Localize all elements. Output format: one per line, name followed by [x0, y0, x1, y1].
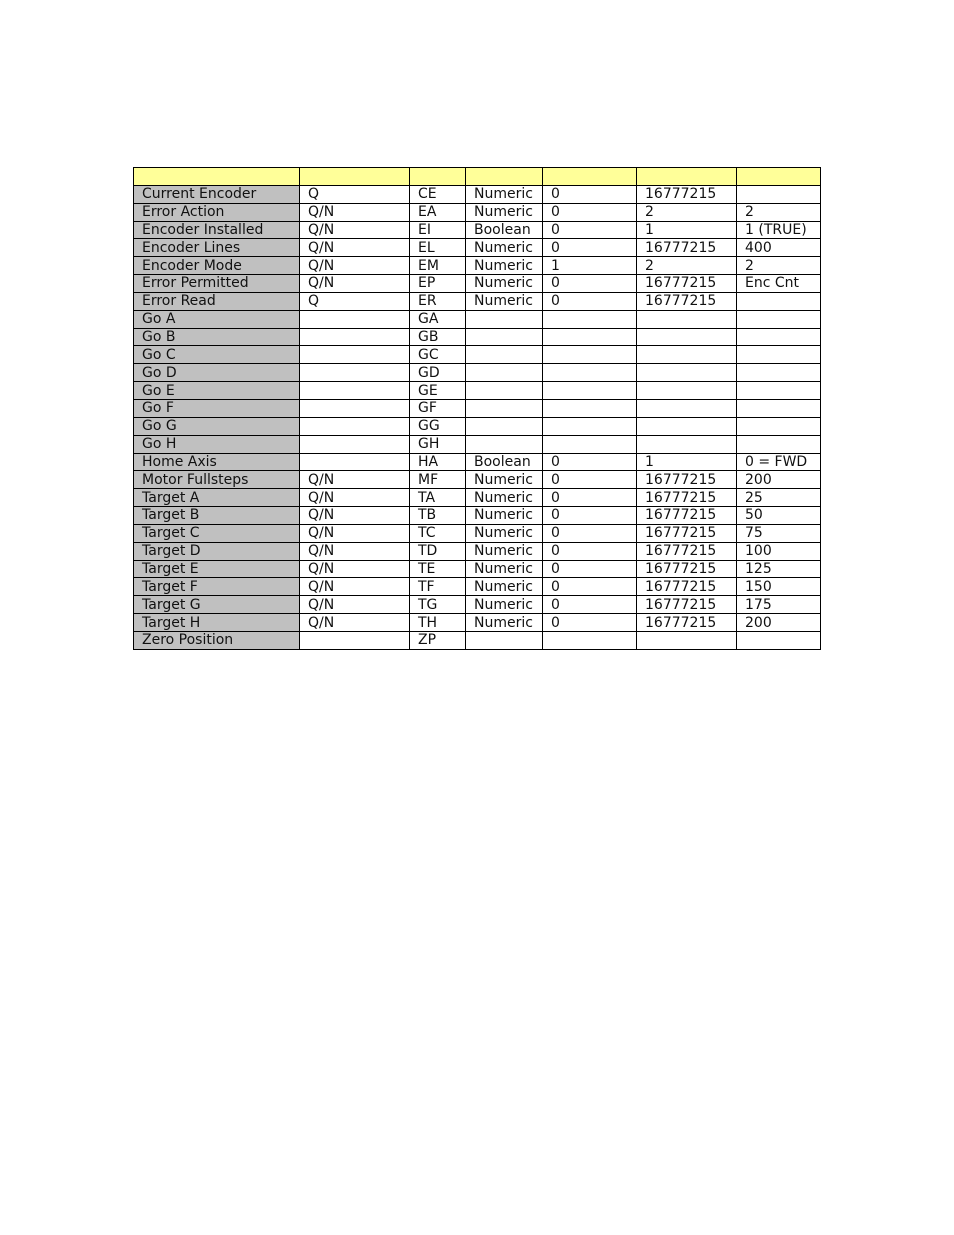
- type-cell: [466, 310, 543, 328]
- code-cell: TB: [410, 507, 466, 525]
- max-cell: [637, 399, 737, 417]
- default-cell: 75: [737, 524, 821, 542]
- header-cell-code: [410, 168, 466, 186]
- access-cell: Q/N: [300, 221, 410, 239]
- default-cell: [737, 328, 821, 346]
- code-cell: GG: [410, 417, 466, 435]
- max-cell: 1: [637, 453, 737, 471]
- header-cell-min: [543, 168, 637, 186]
- access-cell: Q: [300, 185, 410, 203]
- min-cell: [543, 328, 637, 346]
- access-cell: [300, 346, 410, 364]
- code-cell: EA: [410, 203, 466, 221]
- code-cell: GE: [410, 382, 466, 400]
- min-cell: 0: [543, 542, 637, 560]
- table-row: [134, 364, 821, 382]
- type-cell: Boolean: [466, 453, 543, 471]
- default-cell: 50: [737, 507, 821, 525]
- default-cell: 400: [737, 239, 821, 257]
- code-cell: TF: [410, 578, 466, 596]
- default-cell: 100: [737, 542, 821, 560]
- max-cell: 16777215: [637, 275, 737, 293]
- table-row: [134, 435, 821, 453]
- max-cell: [637, 631, 737, 649]
- code-cell: EL: [410, 239, 466, 257]
- code-cell: EP: [410, 275, 466, 293]
- max-cell: [637, 328, 737, 346]
- table-row: [134, 328, 821, 346]
- max-cell: 16777215: [637, 578, 737, 596]
- min-cell: 0: [543, 596, 637, 614]
- max-cell: 16777215: [637, 524, 737, 542]
- access-cell: [300, 453, 410, 471]
- access-cell: [300, 631, 410, 649]
- type-cell: Boolean: [466, 221, 543, 239]
- command-name-cell: Target G: [134, 596, 300, 614]
- table-row: [134, 203, 821, 221]
- code-cell: GA: [410, 310, 466, 328]
- table-row: [134, 542, 821, 560]
- table-row: [134, 417, 821, 435]
- code-cell: TA: [410, 489, 466, 507]
- code-cell: TC: [410, 524, 466, 542]
- code-cell: GB: [410, 328, 466, 346]
- command-name-cell: Current Encoder: [134, 185, 300, 203]
- table-header-row: [134, 168, 821, 186]
- access-cell: [300, 364, 410, 382]
- default-cell: 150: [737, 578, 821, 596]
- access-cell: Q/N: [300, 524, 410, 542]
- access-cell: Q/N: [300, 507, 410, 525]
- table-body: [134, 168, 821, 650]
- type-cell: Numeric: [466, 292, 543, 310]
- max-cell: 16777215: [637, 292, 737, 310]
- min-cell: 0: [543, 221, 637, 239]
- min-cell: [543, 417, 637, 435]
- access-cell: Q/N: [300, 614, 410, 632]
- default-cell: 125: [737, 560, 821, 578]
- access-cell: Q/N: [300, 257, 410, 275]
- command-name-cell: Target F: [134, 578, 300, 596]
- type-cell: Numeric: [466, 596, 543, 614]
- command-name-cell: Go D: [134, 364, 300, 382]
- type-cell: [466, 631, 543, 649]
- command-name-cell: Motor Fullsteps: [134, 471, 300, 489]
- command-name-cell: Target D: [134, 542, 300, 560]
- min-cell: 0: [543, 275, 637, 293]
- default-cell: [737, 399, 821, 417]
- max-cell: 16777215: [637, 542, 737, 560]
- min-cell: 0: [543, 453, 637, 471]
- max-cell: [637, 435, 737, 453]
- type-cell: [466, 435, 543, 453]
- type-cell: Numeric: [466, 524, 543, 542]
- code-cell: TD: [410, 542, 466, 560]
- header-cell-access: [300, 168, 410, 186]
- default-cell: [737, 417, 821, 435]
- command-name-cell: Encoder Lines: [134, 239, 300, 257]
- code-cell: EI: [410, 221, 466, 239]
- command-name-cell: Target H: [134, 614, 300, 632]
- code-cell: TG: [410, 596, 466, 614]
- command-name-cell: Target C: [134, 524, 300, 542]
- min-cell: 0: [543, 471, 637, 489]
- access-cell: [300, 417, 410, 435]
- access-cell: Q/N: [300, 203, 410, 221]
- table-row: [134, 221, 821, 239]
- type-cell: Numeric: [466, 507, 543, 525]
- type-cell: Numeric: [466, 614, 543, 632]
- table-row: [134, 560, 821, 578]
- code-cell: GC: [410, 346, 466, 364]
- command-name-cell: Target A: [134, 489, 300, 507]
- max-cell: 16777215: [637, 507, 737, 525]
- type-cell: [466, 364, 543, 382]
- default-cell: [737, 292, 821, 310]
- access-cell: Q/N: [300, 542, 410, 560]
- min-cell: 0: [543, 203, 637, 221]
- min-cell: 0: [543, 507, 637, 525]
- header-cell-command-name: [134, 168, 300, 186]
- max-cell: 16777215: [637, 471, 737, 489]
- min-cell: [543, 346, 637, 364]
- access-cell: Q/N: [300, 489, 410, 507]
- max-cell: [637, 346, 737, 364]
- min-cell: 0: [543, 185, 637, 203]
- type-cell: [466, 382, 543, 400]
- header-cell-max: [637, 168, 737, 186]
- table-row: [134, 596, 821, 614]
- table-row: [134, 631, 821, 649]
- access-cell: [300, 435, 410, 453]
- type-cell: Numeric: [466, 203, 543, 221]
- min-cell: [543, 435, 637, 453]
- min-cell: [543, 310, 637, 328]
- default-cell: [737, 185, 821, 203]
- max-cell: 16777215: [637, 239, 737, 257]
- min-cell: [543, 382, 637, 400]
- table-row: [134, 614, 821, 632]
- command-name-cell: Encoder Installed: [134, 221, 300, 239]
- default-cell: 2: [737, 257, 821, 275]
- table-row: [134, 185, 821, 203]
- min-cell: [543, 364, 637, 382]
- access-cell: [300, 328, 410, 346]
- command-name-cell: Go B: [134, 328, 300, 346]
- code-cell: ZP: [410, 631, 466, 649]
- type-cell: [466, 328, 543, 346]
- max-cell: 16777215: [637, 185, 737, 203]
- min-cell: 0: [543, 239, 637, 257]
- max-cell: [637, 417, 737, 435]
- access-cell: Q/N: [300, 239, 410, 257]
- table-row: [134, 489, 821, 507]
- max-cell: 16777215: [637, 489, 737, 507]
- default-cell: [737, 435, 821, 453]
- default-cell: 0 = FWD: [737, 453, 821, 471]
- default-cell: [737, 310, 821, 328]
- table-row: [134, 257, 821, 275]
- command-name-cell: Error Permitted: [134, 275, 300, 293]
- default-cell: [737, 346, 821, 364]
- access-cell: Q/N: [300, 275, 410, 293]
- max-cell: 2: [637, 257, 737, 275]
- type-cell: Numeric: [466, 578, 543, 596]
- code-cell: EM: [410, 257, 466, 275]
- command-name-cell: Go H: [134, 435, 300, 453]
- default-cell: 2: [737, 203, 821, 221]
- max-cell: 16777215: [637, 596, 737, 614]
- access-cell: [300, 399, 410, 417]
- command-name-cell: Go F: [134, 399, 300, 417]
- min-cell: [543, 631, 637, 649]
- access-cell: Q/N: [300, 578, 410, 596]
- access-cell: Q/N: [300, 471, 410, 489]
- type-cell: Numeric: [466, 489, 543, 507]
- default-cell: [737, 364, 821, 382]
- table-row: [134, 346, 821, 364]
- code-cell: ER: [410, 292, 466, 310]
- max-cell: 16777215: [637, 560, 737, 578]
- min-cell: 1: [543, 257, 637, 275]
- default-cell: Enc Cnt: [737, 275, 821, 293]
- type-cell: Numeric: [466, 542, 543, 560]
- default-cell: [737, 382, 821, 400]
- min-cell: 0: [543, 292, 637, 310]
- default-cell: 25: [737, 489, 821, 507]
- min-cell: 0: [543, 560, 637, 578]
- max-cell: 16777215: [637, 614, 737, 632]
- command-name-cell: Go G: [134, 417, 300, 435]
- table-row: [134, 399, 821, 417]
- code-cell: CE: [410, 185, 466, 203]
- min-cell: 0: [543, 524, 637, 542]
- type-cell: Numeric: [466, 560, 543, 578]
- min-cell: 0: [543, 614, 637, 632]
- max-cell: [637, 382, 737, 400]
- max-cell: 1: [637, 221, 737, 239]
- type-cell: [466, 417, 543, 435]
- type-cell: Numeric: [466, 257, 543, 275]
- command-name-cell: Target B: [134, 507, 300, 525]
- header-cell-default: [737, 168, 821, 186]
- min-cell: [543, 399, 637, 417]
- code-cell: GD: [410, 364, 466, 382]
- table-row: [134, 239, 821, 257]
- code-cell: MF: [410, 471, 466, 489]
- command-name-cell: Home Axis: [134, 453, 300, 471]
- default-cell: 200: [737, 614, 821, 632]
- command-name-cell: Encoder Mode: [134, 257, 300, 275]
- command-name-cell: Go A: [134, 310, 300, 328]
- max-cell: [637, 364, 737, 382]
- command-name-cell: Go C: [134, 346, 300, 364]
- command-name-cell: Target E: [134, 560, 300, 578]
- access-cell: Q/N: [300, 596, 410, 614]
- code-cell: GH: [410, 435, 466, 453]
- type-cell: Numeric: [466, 275, 543, 293]
- type-cell: [466, 346, 543, 364]
- table-row: [134, 453, 821, 471]
- header-cell-type: [466, 168, 543, 186]
- type-cell: Numeric: [466, 185, 543, 203]
- code-cell: GF: [410, 399, 466, 417]
- command-name-cell: Go E: [134, 382, 300, 400]
- max-cell: 2: [637, 203, 737, 221]
- access-cell: Q: [300, 292, 410, 310]
- table-row: [134, 471, 821, 489]
- type-cell: [466, 399, 543, 417]
- table-row: [134, 382, 821, 400]
- default-cell: 175: [737, 596, 821, 614]
- command-table: [133, 167, 821, 650]
- code-cell: HA: [410, 453, 466, 471]
- table-row: [134, 524, 821, 542]
- table-row: [134, 310, 821, 328]
- command-name-cell: Error Read: [134, 292, 300, 310]
- default-cell: 1 (TRUE): [737, 221, 821, 239]
- access-cell: Q/N: [300, 560, 410, 578]
- min-cell: 0: [543, 489, 637, 507]
- min-cell: 0: [543, 578, 637, 596]
- access-cell: [300, 382, 410, 400]
- max-cell: [637, 310, 737, 328]
- default-cell: [737, 631, 821, 649]
- type-cell: Numeric: [466, 239, 543, 257]
- access-cell: [300, 310, 410, 328]
- table-row: [134, 275, 821, 293]
- code-cell: TE: [410, 560, 466, 578]
- table-row: [134, 578, 821, 596]
- code-cell: TH: [410, 614, 466, 632]
- table-row: [134, 507, 821, 525]
- command-name-cell: Zero Position: [134, 631, 300, 649]
- command-name-cell: Error Action: [134, 203, 300, 221]
- table-row: [134, 292, 821, 310]
- type-cell: Numeric: [466, 471, 543, 489]
- default-cell: 200: [737, 471, 821, 489]
